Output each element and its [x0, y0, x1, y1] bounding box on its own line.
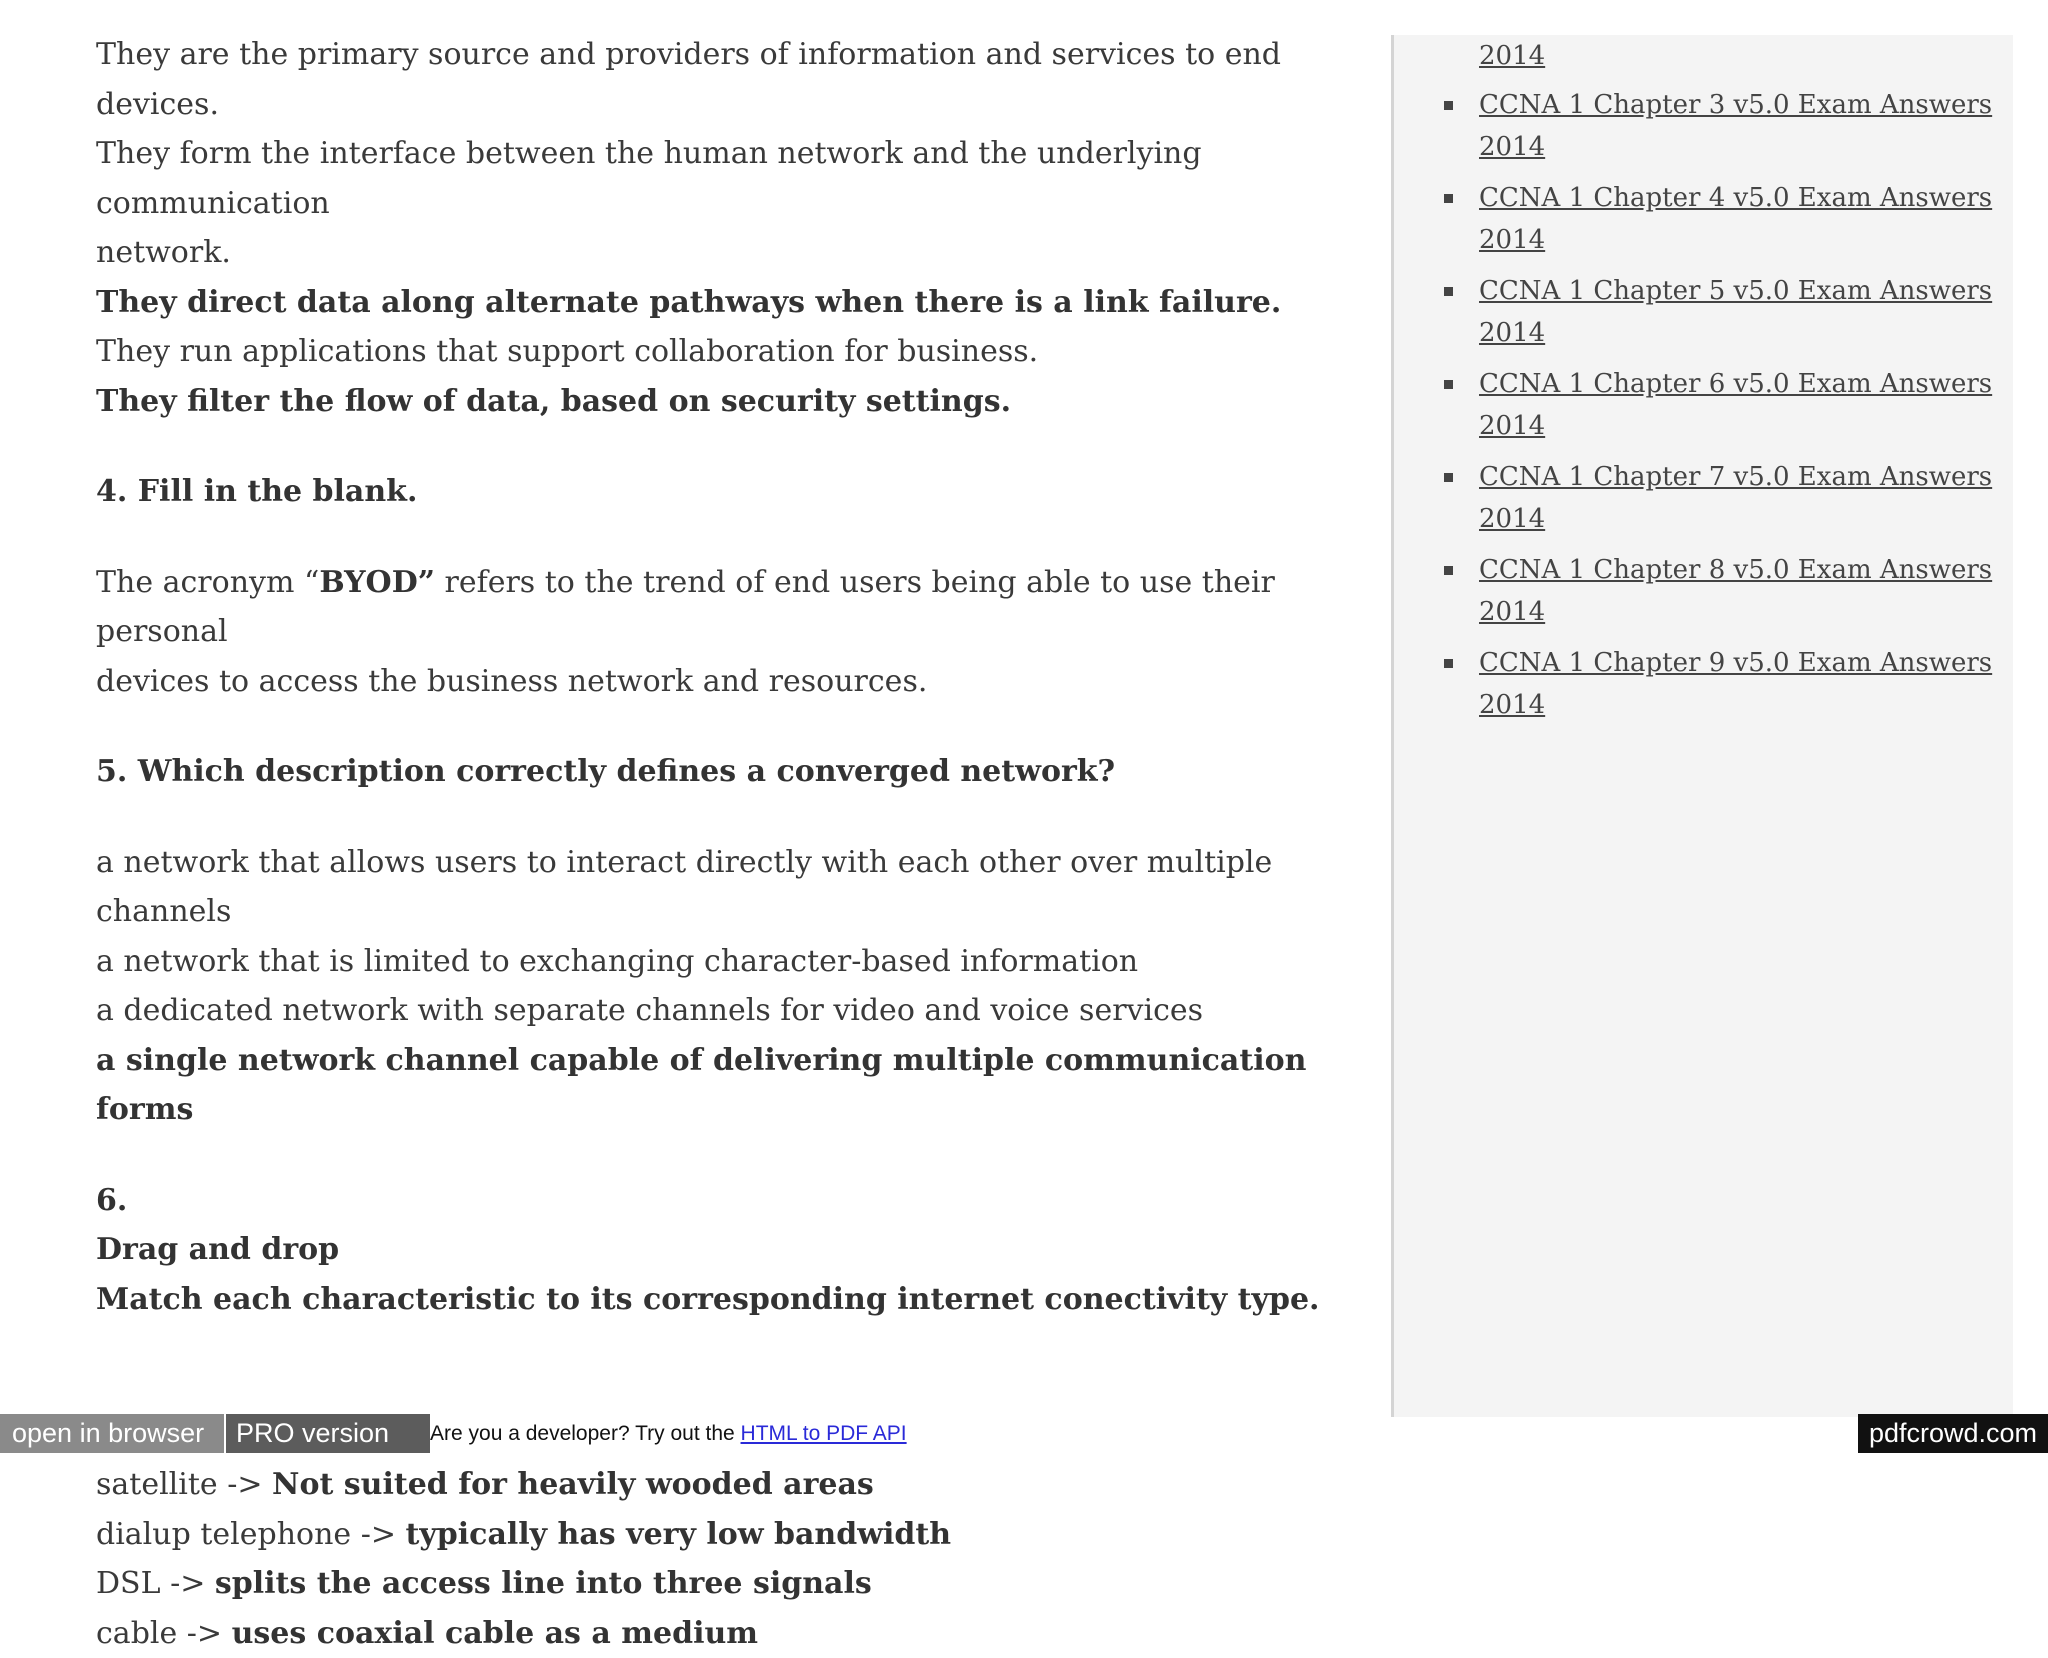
bullet-icon [1444, 194, 1453, 203]
q4-text-cont: devices to access the business network and resources. [96, 657, 1376, 707]
q3-option-4: They run applications that support collaboration for business. [96, 327, 1376, 377]
q3-option-2: They form the interface between the human network and the underlying communication [96, 129, 1376, 228]
pdfcrowd-brand-link[interactable]: pdfcrowd.com [1858, 1414, 2048, 1453]
sidebar-link-ch9[interactable]: CCNA 1 Chapter 9 v5.0 Exam Answers 2014 [1479, 642, 1999, 726]
match-row-3: DSL -> splits the access line into three signals [96, 1559, 1376, 1609]
sidebar-link-ch7[interactable]: CCNA 1 Chapter 7 v5.0 Exam Answers 2014 [1479, 456, 1999, 540]
q6-title: Drag and drop [96, 1225, 1376, 1275]
q4-title: 4. Fill in the blank. [96, 467, 1376, 517]
q5-option-1: a network that allows users to interact directly with each other over multiple channels [96, 838, 1376, 937]
pro-version-button[interactable]: PRO version [226, 1414, 430, 1453]
bullet-icon [1444, 473, 1453, 482]
pdfcrowd-footer [0, 1414, 2048, 1453]
developer-promo: Are you a developer? Try out the HTML to PDF API [430, 1414, 907, 1453]
q3-option-1: They are the primary source and providers of information and services to end devices. [96, 30, 1376, 129]
q3-answer-2: They filter the flow of data, based on security settings. [96, 377, 1376, 427]
match-row-2: dialup telephone -> typically has very low bandwidth [96, 1510, 1376, 1560]
q5-title: 5. Which description correctly defines a converged network? [96, 747, 1376, 797]
bullet-icon [1444, 380, 1453, 389]
bullet-icon [1444, 659, 1453, 668]
sidebar-link-ch4[interactable]: CCNA 1 Chapter 4 v5.0 Exam Answers 2014 [1479, 177, 1999, 261]
sidebar-link-ch5[interactable]: CCNA 1 Chapter 5 v5.0 Exam Answers 2014 [1479, 270, 1999, 354]
sidebar-link-ch8[interactable]: CCNA 1 Chapter 8 v5.0 Exam Answers 2014 [1479, 549, 1999, 633]
sidebar [1391, 35, 2013, 1417]
match-row-1: satellite -> Not suited for heavily wooded areas [96, 1460, 1376, 1510]
q6-number: 6. [96, 1176, 1376, 1226]
bullet-icon [1444, 566, 1453, 575]
q5-option-2: a network that is limited to exchanging character-based information [96, 937, 1376, 987]
bullet-icon [1444, 101, 1453, 110]
q5-option-3: a dedicated network with separate channels for video and voice services [96, 986, 1376, 1036]
q4-term: BYOD” [319, 565, 435, 600]
html-to-pdf-api-link[interactable]: HTML to PDF API [741, 1422, 907, 1445]
q4-text: The acronym “BYOD” refers to the trend of end users being able to use their personal [96, 558, 1376, 657]
bullet-icon [1444, 287, 1453, 296]
q6-instruction: Match each characteristic to its corresponding internet conectivity type. [96, 1275, 1376, 1325]
sidebar-link-ch3[interactable]: CCNA 1 Chapter 3 v5.0 Exam Answers 2014 [1479, 84, 1999, 168]
q3-option-2-cont: network. [96, 228, 1376, 278]
open-in-browser-button[interactable]: open in browser [0, 1414, 224, 1453]
q3-answer-1: They direct data along alternate pathways when there is a link failure. [96, 278, 1376, 328]
q5-answer: a single network channel capable of delivering multiple communication forms [96, 1036, 1376, 1135]
sidebar-link-prev-tail[interactable]: 2014 [1479, 35, 1545, 77]
sidebar-link-ch6[interactable]: CCNA 1 Chapter 6 v5.0 Exam Answers 2014 [1479, 363, 1999, 447]
match-row-4: cable -> uses coaxial cable as a medium [96, 1609, 1376, 1658]
